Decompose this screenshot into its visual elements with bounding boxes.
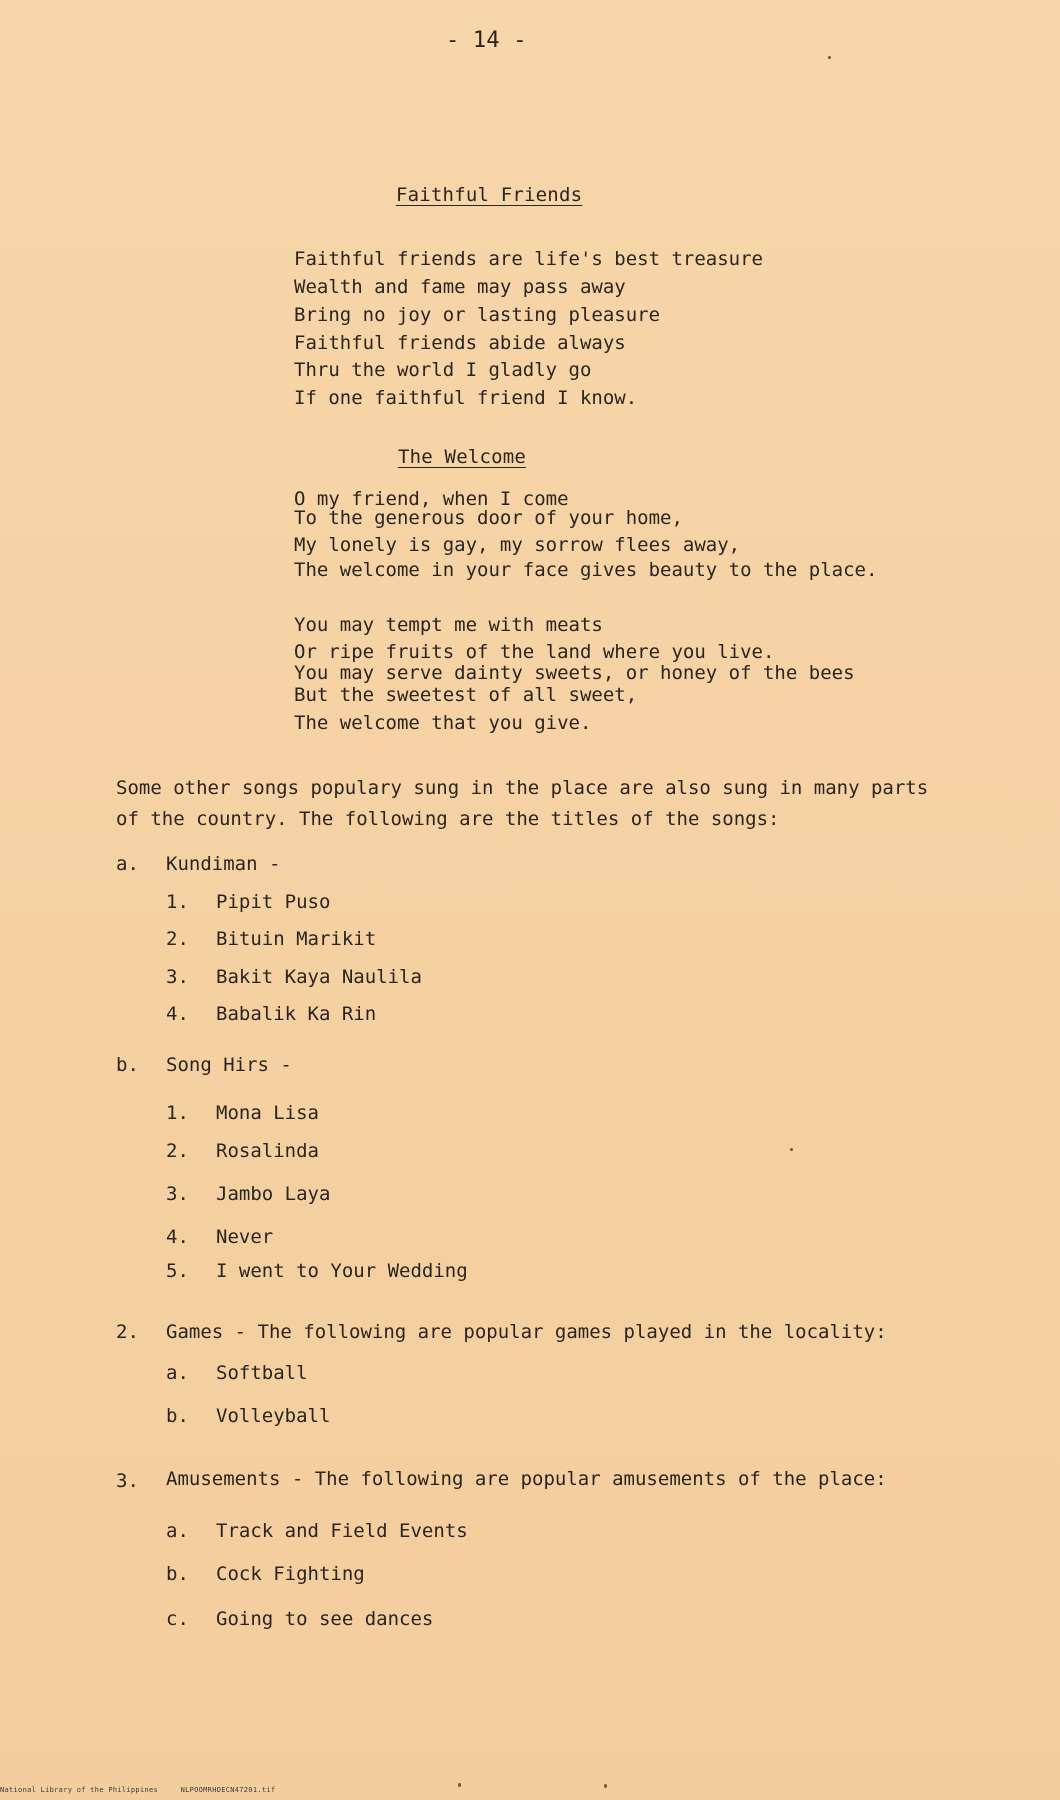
- list-item: Mona Lisa: [216, 1102, 319, 1124]
- poem-line: Or ripe fruits of the land where you live.: [294, 641, 775, 663]
- list-item: Bakit Kaya Naulila: [216, 966, 422, 988]
- list-item-number: 2.: [166, 928, 189, 950]
- list-item-number: 1.: [166, 1102, 189, 1124]
- list-item: Babalik Ka Rin: [216, 1003, 377, 1025]
- section-label: 2.: [116, 1321, 139, 1343]
- list-item-number: 4.: [166, 1226, 189, 1248]
- paragraph-line: of the country. The following are the titles of the songs:: [116, 808, 780, 830]
- paper-speck: [828, 56, 831, 59]
- poem-line: To the generous door of your home,: [294, 507, 683, 529]
- list-item: Track and Field Events: [216, 1520, 468, 1542]
- section-heading: Amusements - The following are popular amusements of the place:: [166, 1468, 887, 1490]
- poem-line: Bring no joy or lasting pleasure: [294, 304, 661, 326]
- list-item: Jambo Laya: [216, 1183, 331, 1205]
- list-item: Pipit Puso: [216, 891, 331, 913]
- section-title: Song Hirs -: [166, 1054, 292, 1076]
- poem-line: You may tempt me with meats: [294, 614, 603, 636]
- section-label: 3.: [116, 1470, 139, 1492]
- list-item: Softball: [216, 1362, 308, 1384]
- poem-line: My lonely is gay, my sorrow flees away,: [294, 534, 741, 556]
- poem-line: Faithful friends are life's best treasure: [294, 248, 763, 270]
- list-item-number: 1.: [166, 891, 189, 913]
- the-welcome-title: The Welcome: [398, 446, 527, 468]
- list-item: Going to see dances: [216, 1608, 434, 1630]
- list-item-number: 5.: [166, 1260, 189, 1282]
- list-item-number: b.: [166, 1405, 189, 1427]
- paragraph-line: Some other songs populary sung in the place are also sung in many parts: [116, 777, 929, 799]
- list-item: Volleyball: [216, 1405, 331, 1427]
- list-item-number: 3.: [166, 1183, 189, 1205]
- list-item: Never: [216, 1226, 274, 1248]
- list-item-number: b.: [166, 1563, 189, 1585]
- paper-speck: [790, 1148, 793, 1151]
- list-item-number: 4.: [166, 1003, 189, 1025]
- list-item: Rosalinda: [216, 1140, 319, 1162]
- list-item-number: a.: [166, 1362, 189, 1384]
- list-item-number: c.: [166, 1608, 189, 1630]
- poem-line: The welcome that you give.: [294, 712, 592, 734]
- faithful-friends-title: Faithful Friends: [396, 184, 583, 206]
- poem-line: You may serve dainty sweets, or honey of the bees: [294, 662, 855, 684]
- section-heading: Games - The following are popular games played in the locality:: [166, 1321, 887, 1343]
- poem-line: O my friend, when I come: [294, 488, 569, 510]
- section-title: Kundiman -: [166, 853, 281, 875]
- list-item-number: 3.: [166, 966, 189, 988]
- list-item: Bituin Marikit: [216, 928, 377, 950]
- section-label: a.: [116, 853, 139, 875]
- list-item-number: a.: [166, 1520, 189, 1542]
- poem-line: Wealth and fame may pass away: [294, 276, 626, 298]
- paper-speck: [458, 1783, 461, 1787]
- scan-footer: [0, 1786, 275, 1794]
- footer-filename: NLPOOMRHDECN47201.tif: [180, 1786, 276, 1794]
- list-item: Cock Fighting: [216, 1563, 365, 1585]
- poem-line: If one faithful friend I know.: [294, 387, 638, 409]
- poem-line: Faithful friends abide always: [294, 332, 626, 354]
- list-item: I went to Your Wedding: [216, 1260, 468, 1282]
- poem-line: But the sweetest of all sweet,: [294, 684, 638, 706]
- section-label: b.: [116, 1054, 139, 1076]
- poem-line: Thru the world I gladly go: [294, 359, 592, 381]
- footer-library: National Library of the Philippines: [0, 1786, 159, 1794]
- poem-line: The welcome in your face gives beauty to the place.: [294, 559, 878, 581]
- paper-speck: [604, 1784, 607, 1788]
- page-number: - 14 -: [446, 28, 527, 53]
- list-item-number: 2.: [166, 1140, 189, 1162]
